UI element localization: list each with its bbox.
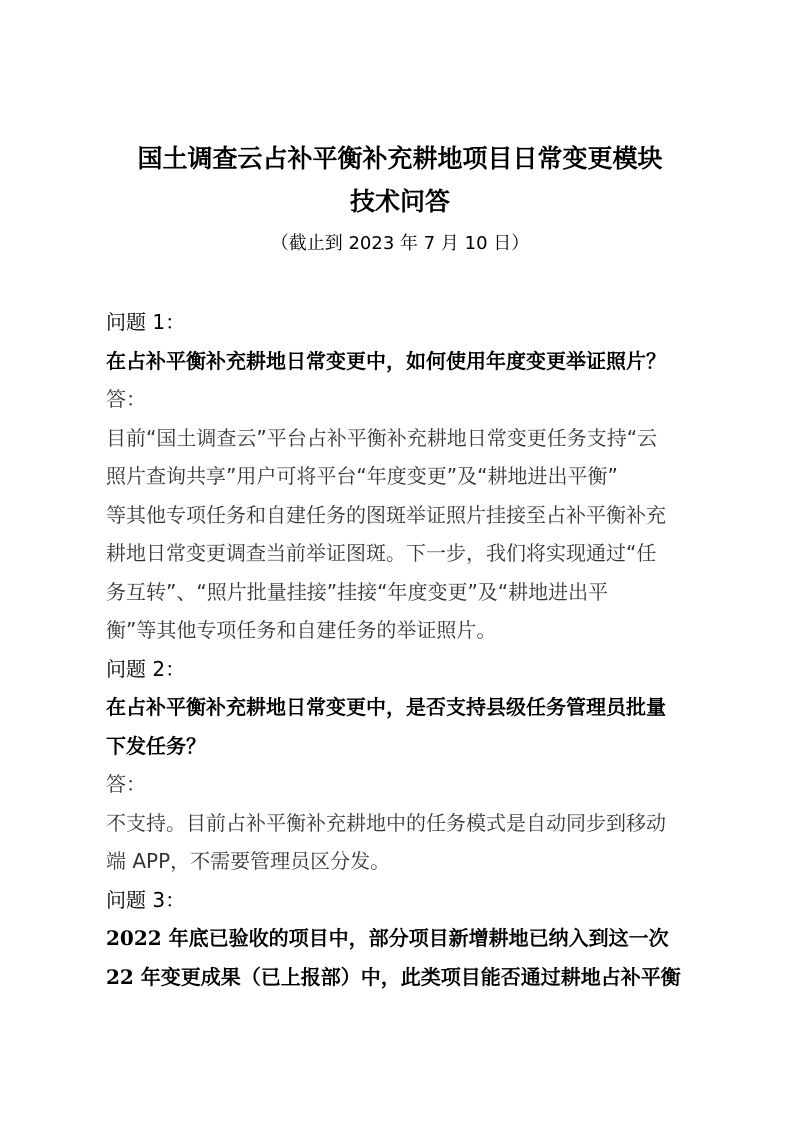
answer-1-line: 务互转”、“照片批量挂接”挂接“年度变更”及“耕地进出平: [106, 579, 609, 604]
answer-1-line: 耕地日常变更调查当前举证图斑。下一步，我们将实现通过“任: [106, 541, 657, 565]
answer-1-label: 答：: [106, 387, 146, 411]
document-title: 国土调查云占补平衡补充耕地项目日常变更模块: [137, 144, 663, 173]
answer-1-line: 照片查询共享”用户可将平台“年度变更”及“耕地进出平衡”: [106, 464, 618, 488]
answer-1-line: 衡”等其他专项任务和自建任务的举证照片。: [106, 618, 497, 642]
question-2-text: 下发任务？: [106, 733, 206, 758]
answer-2-line: 端 APP，不需要管理员区分发。: [106, 849, 391, 873]
answer-2-line: 不支持。目前占补平衡补充耕地中的任务模式是自动同步到移动: [106, 810, 666, 835]
qa-body: [106, 303, 702, 996]
question-2-text: 在占补平衡补充耕地日常变更中，是否支持县级任务管理员批量: [106, 695, 666, 719]
question-3-label: 问题 3：: [106, 887, 186, 912]
question-3-text: 2022 年底已验收的项目中，部分项目新增耕地已纳入到这一次: [106, 926, 669, 950]
question-1-text: 在占补平衡补充耕地日常变更中，如何使用年度变更举证照片？: [106, 348, 666, 373]
answer-1-line: 等其他专项任务和自建任务的图斑举证照片挂接至占补平衡补充: [106, 502, 666, 527]
question-1-label: 问题 1：: [106, 310, 186, 334]
answer-1-line: 目前“国土调查云”平台占补平衡补充耕地日常变更任务支持“云: [106, 425, 658, 450]
document-subtitle: 技术问答: [349, 187, 450, 216]
question-3-text: 22 年变更成果（已上报部）中，此类项目能否通过耕地占补平衡: [106, 964, 681, 989]
question-2-label: 问题 2：: [106, 656, 186, 681]
date-note: （截止到 2023 年 7 月 10 日）: [270, 233, 530, 254]
answer-2-label: 答：: [106, 772, 146, 796]
